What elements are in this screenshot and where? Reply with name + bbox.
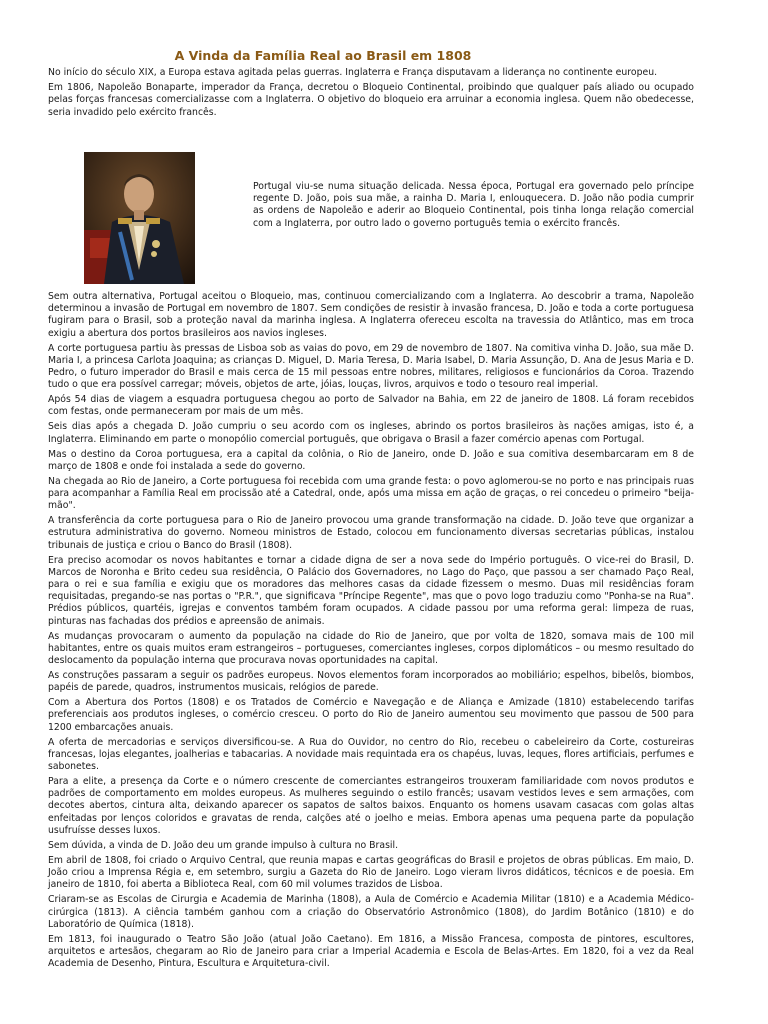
body-section (48, 291, 694, 973)
portrait-painting (84, 152, 195, 284)
intro-section (48, 67, 694, 122)
paragraph: Mas o destino da Coroa portuguesa, era a capital da colônia, o Rio de Janeiro, onde D. João e sua comitiva desembarcaram em 8 de março de 1808 e onde foi instalada a sede do governo. (48, 448, 694, 472)
paragraph: Para a elite, a presença da Corte e o número crescente de comerciantes estrangeiros trouxeram familiaridade com novos produtos e padrões de comportamento em moldes europeus. As mulheres seguindo o estilo francês; usavam vestidos leves e sem armações, com decotes abertos, cintura alta, deixando aparecer os sapatos de saltos baixos. Enquanto os homens usavam casacas com golas altas enfeitadas por lenços coloridos e gravatas de renda, calções até o joelho e meias. Embora apenas uma pequena parte da população usufruísse desses luxos. (48, 776, 694, 836)
paragraph: Com a Abertura dos Portos (1808) e os Tratados de Comércio e Navegação e de Aliança e Amizade (1810) estabelecendo tarifas preferenciais aos produtos ingleses, o comércio cresceu. O porto do Rio de Janeiro aumentou seu movimento que passou de 500 para 1200 embarcações anuais. (48, 697, 694, 733)
paragraph: Criaram-se as Escolas de Cirurgia e Academia de Marinha (1808), a Aula de Comércio e Academia Militar (1810) e a Academia Médico-cirúrgica (1813). A ciência também ganhou com a criação do Observatório Astronômico (1808), do Jardim Botânico (1810) e do Laboratório de Química (1818). (48, 894, 694, 930)
paragraph: As construções passaram a seguir os padrões europeus. Novos elementos foram incorporados ao mobiliário; espelhos, bibelôs, biombos, papéis de parede, quadros, instrumentos musicais, relógios de parede. (48, 670, 694, 694)
paragraph: Portugal viu-se numa situação delicada. Nessa época, Portugal era governado pelo príncipe regente D. João, pois sua mãe, a rainha D. Maria I, enlouquecera. D. João não podia cumprir as ordens de Napoleão e aderir ao Bloqueio Continental, pois tinha longa relação comercial com a Inglaterra, por outro lado o governo português temia o exército francês. (253, 181, 694, 229)
paragraph: A transferência da corte portuguesa para o Rio de Janeiro provocou uma grande transformação na cidade. D. João teve que organizar a estrutura administrativa do governo. Nomeou ministros de Estado, colocou em funcionamento diversas secretarias públicas, instalou tribunais de justiça e criou o Banco do Brasil (1808). (48, 515, 694, 551)
paragraph: Era preciso acomodar os novos habitantes e tornar a cidade digna de ser a nova sede do Império português. O vice-rei do Brasil, D. Marcos de Noronha e Brito cedeu sua residência, O Palácio dos Governadores, no Lago do Paço, que passou a ser chamado Paço Real, para o rei e sua família e exigiu que os moradores das melhores casas da cidade fizessem o mesmo. Duas mil residências foram requisitadas, pregando-se nas portas o "P.R.", que significava "Príncipe Regente", mas que o povo logo traduziu como "Ponha-se na Rua". Prédios públicos, quartéis, igrejas e conventos também foram ocupados. A cidade passou por uma reforma geral: limpeza de ruas, pinturas nas fachadas dos prédios e apreensão de animais. (48, 554, 694, 627)
portrait-image (84, 152, 195, 284)
side-paragraph-section (253, 181, 694, 230)
paragraph: Na chegada ao Rio de Janeiro, a Corte portuguesa foi recebida com uma grande festa: o povo aglomerou-se no porto e nas principais ruas para acompanhar a Família Real em procissão até a Catedral, onde, após uma missa em ação de graças, o rei concedeu o primeiro "beija-mão". (48, 475, 694, 512)
paragraph: Sem dúvida, a vinda de D. João deu um grande impulso à cultura no Brasil. (48, 839, 399, 851)
paragraph: A oferta de mercadorias e serviços diversificou-se. A Rua do Ouvidor, no centro do Rio, recebeu o cabeleireiro da Corte, costureiras francesas, lojas elegantes, joalherias e tabacarias. A novidade mais requintada era os chapéus, luvas, leques, flores artificiais, perfumes e sabonetes. (48, 736, 694, 773)
paragraph: Em 1813, foi inaugurado o Teatro São João (atual João Caetano). Em 1816, a Missão Francesa, composta de pintores, escultores, arquitetos e artesãos, chegaram ao Rio de Janeiro para criar a Imperial Academia e Escola de Belas-Artes. Em 1820, foi a vez da Real Academia de Desenho, Pintura, Escultura e Arquitetura-civil. (48, 933, 694, 970)
paragraph: Em 1806, Napoleão Bonaparte, imperador da França, decretou o Bloqueio Continental, proibindo que qualquer país aliado ou ocupado pelas forças francesas comercializasse com a Inglaterra. O objetivo do bloqueio era arruinar a economia inglesa. Quem não obedecesse, seria invadido pelo exército francês. (48, 82, 694, 118)
paragraph: As mudanças provocaram o aumento da população na cidade do Rio de Janeiro, que por volta de 1820, somava mais de 100 mil habitantes, entre os quais muitos eram estrangeiros – portugueses, comerciantes ingleses, corpos diplomáticos – ou mesmo resultado do deslocamento da população interna que procurava novas oportunidades na capital. (48, 630, 694, 667)
paragraph: A corte portuguesa partiu às pressas de Lisboa sob as vaias do povo, em 29 de novembro de 1807. Na comitiva vinha D. João, sua mãe D. Maria I, a princesa Carlota Joaquina; as crianças D. Miguel, D. Maria Teresa, D. Maria Isabel, D. Maria Assunção, D. Ana de Jesus Maria e D. Pedro, o futuro imperador do Brasil e mais cerca de 15 mil pessoas entre nobres, militares, religiosos e funcionários da Coroa. Trazendo tudo o que era possível carregar; móveis, objetos de arte, jóias, louças, livros, arquivos e todo o tesouro real imperial. (48, 342, 694, 391)
page-title: A Vinda da Família Real ao Brasil em 1808 (174, 48, 472, 63)
paragraph: Sem outra alternativa, Portugal aceitou o Bloqueio, mas, continuou comercializando com a Inglaterra. Ao descobrir a trama, Napoleão determinou a invasão de Portugal em novembro de 1807. Sem condições de resistir à invasão francesa, D. João e toda a corte portuguesa fugiram para o Brasil, sob a proteção naval da marinha inglesa. A Inglaterra ofereceu escolta na travessia do Atlântico, mas em troca exigiu a abertura dos portos brasileiros aos navios ingleses. (48, 291, 694, 339)
paragraph: No início do século XIX, a Europa estava agitada pelas guerras. Inglaterra e França disputavam a liderança no continente europeu. (48, 67, 658, 78)
paragraph: Após 54 dias de viagem a esquadra portuguesa chegou ao porto de Salvador na Bahia, em 22 de janeiro de 1808. Lá foram recebidos com festas, onde permaneceram por mais de um mês. (48, 394, 694, 418)
paragraph: Em abril de 1808, foi criado o Arquivo Central, que reunia mapas e cartas geográficas do Brasil e projetos de obras públicas. Em maio, D. João criou a Imprensa Régia e, em setembro, surgiu a Gazeta do Rio de Janeiro. Logo vieram livros didáticos, técnicos e de poesia. Em janeiro de 1810, foi aberta a Biblioteca Real, com 60 mil volumes trazidos de Lisboa. (48, 854, 694, 891)
paragraph: Seis dias após a chegada D. João cumpriu o seu acordo com os ingleses, abrindo os portos brasileiros às nações amigas, isto é, a Inglaterra. Eliminando em parte o monopólio comercial português, que obrigava o Brasil a fazer comércio apenas com Portugal. (48, 421, 694, 445)
